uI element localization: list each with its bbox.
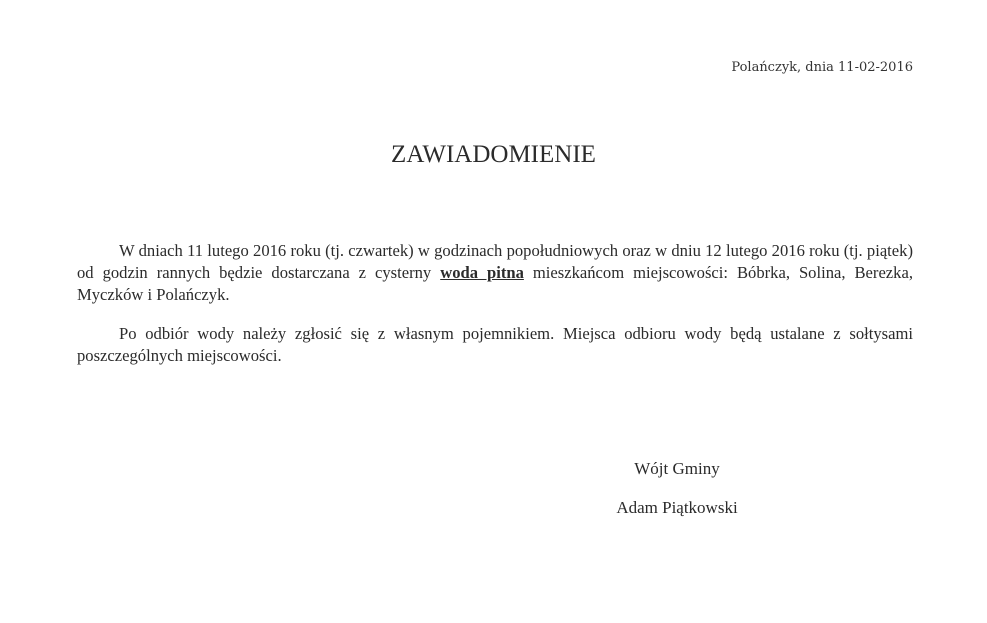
signature-role: Wójt Gminy bbox=[634, 459, 720, 478]
paragraph-1-text-end: mieszkańcom miejscowości: Bóbrka, Solina, Berezka, Myczków i Polańczyk. bbox=[77, 263, 913, 304]
emphasis-drinking-water: woda pitna bbox=[440, 263, 524, 282]
paragraph-2: Po odbiór wody należy zgłosić się z własnym pojemnikiem. Miejsca odbioru wody będą ustalane z sołtysami poszczególnych miejscowości. bbox=[77, 324, 913, 365]
document-title: ZAWIADOMIENIE bbox=[391, 141, 596, 168]
signature-name: Adam Piątkowski bbox=[616, 498, 738, 517]
paragraph-1 bbox=[77, 240, 913, 306]
paragraph-1-text: W dniach 11 lutego 2016 roku (tj. czwartek) w godzinach popołudniowych oraz w dniu 12 lutego 2016 roku (tj. piątek) od godzin rannych będzie dostarczana z cysterny bbox=[77, 241, 913, 282]
document-body bbox=[77, 240, 913, 384]
place-date: Polańczyk, dnia 11-02-2016 bbox=[731, 60, 913, 75]
